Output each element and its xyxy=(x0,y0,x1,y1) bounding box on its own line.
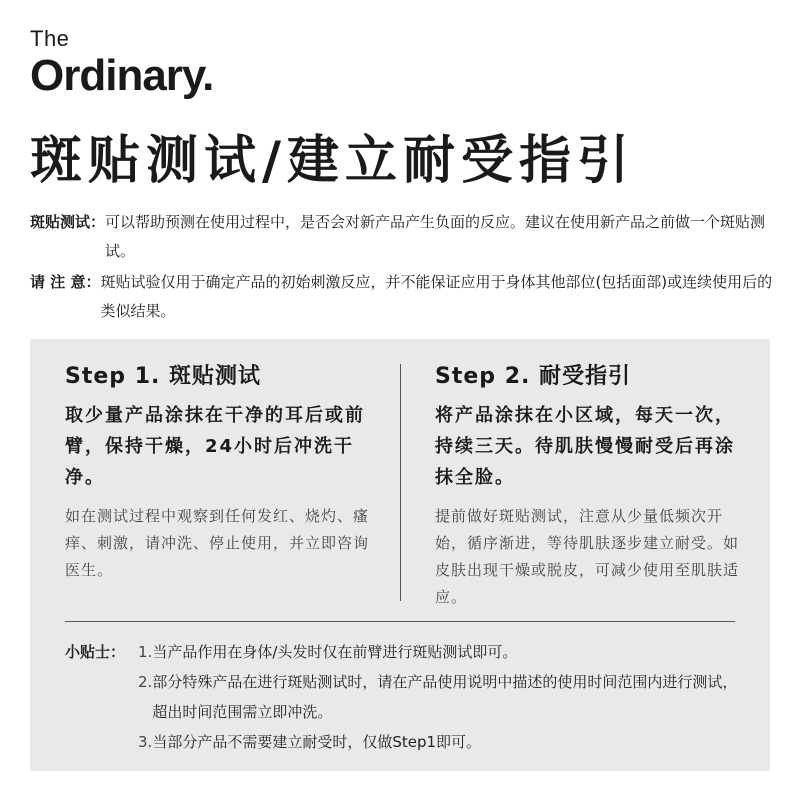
brand-logo-the: The xyxy=(30,26,70,51)
intro-label: 请 注 意： xyxy=(30,273,101,291)
tips-section xyxy=(65,637,745,757)
step-1-card xyxy=(65,359,375,584)
step-title: Step 1. 斑贴测试 xyxy=(65,364,262,389)
intro-text: 可以帮助预测在使用过程中，是否会对新产品产生负面的反应。建议在使用新产品之前做一个斑贴测试。 xyxy=(105,213,766,260)
tips-label: 小贴士： xyxy=(65,643,126,661)
tip-item xyxy=(138,637,745,667)
brand-logo xyxy=(30,28,213,98)
instructions-panel xyxy=(30,339,770,771)
step-lead: 取少量产品涂抹在干净的耳后或前臂，保持干燥，24小时后冲洗干净。 xyxy=(65,405,365,488)
step-lead: 将产品涂抹在小区域，每天一次，持续三天。待肌肤慢慢耐受后再涂抹全脸。 xyxy=(435,405,735,488)
tip-text: 当部分产品不需要建立耐受时，仅做Step1即可。 xyxy=(152,733,482,751)
tip-text: 部分特殊产品在进行斑贴测试时，请在产品使用说明中描述的使用时间范围内进行测试，超出时间范围需立即冲洗。 xyxy=(152,673,738,721)
tips-list xyxy=(65,637,745,757)
step-title: Step 2. 耐受指引 xyxy=(435,364,632,389)
intro-label: 斑贴测试： xyxy=(30,213,106,231)
tip-text: 当产品作用在身体/头发时仅在前臂进行斑贴测试即可。 xyxy=(152,643,518,661)
intro-text: 斑贴试验仅用于确定产品的初始刺激反应，并不能保证应用于身体其他部位(包括面部)或连续使用后的类似结果。 xyxy=(100,273,773,320)
intro-row-notice xyxy=(30,268,775,326)
step-body: 提前做好斑贴测试，注意从少量低频次开始，循序渐进，等待肌肤逐步建立耐受。如皮肤出现干燥或脱皮，可减少使用至肌肤适应。 xyxy=(435,507,740,606)
step-body: 如在测试过程中观察到任何发红、烧灼、瘙痒、刺激，请冲洗、停止使用，并立即咨询医生。 xyxy=(65,507,370,579)
tip-item xyxy=(138,667,745,727)
brand-logo-name: Ordinary. xyxy=(30,51,214,100)
page-title: 斑贴测试/建立耐受指引 xyxy=(30,131,635,191)
intro-row-patch-test xyxy=(30,208,775,266)
tip-number: 1. xyxy=(138,643,153,661)
horizontal-divider xyxy=(65,621,735,622)
intro-section xyxy=(30,208,775,326)
vertical-divider xyxy=(400,364,401,601)
tip-number: 2. xyxy=(138,673,153,691)
step-2-card xyxy=(435,359,745,611)
tip-number: 3. xyxy=(138,733,153,751)
tip-item xyxy=(138,727,745,757)
